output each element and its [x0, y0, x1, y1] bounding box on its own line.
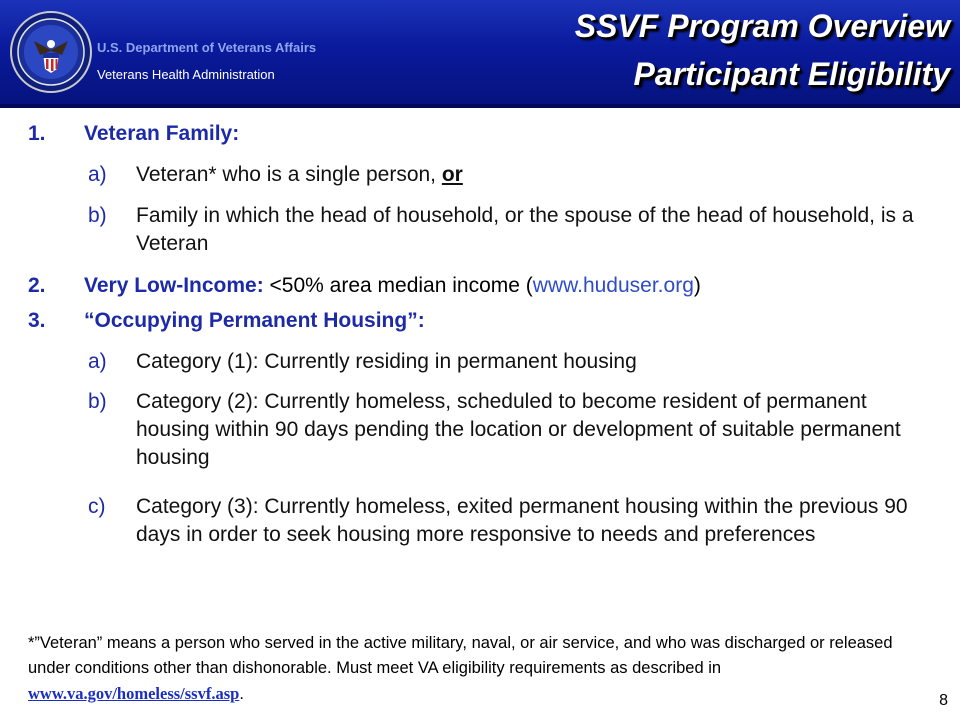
- item-label: Very Low-Income:: [84, 274, 270, 297]
- footnote: [28, 631, 928, 707]
- slide-title: SSVF Program Overview: [574, 8, 950, 44]
- item-heading: [84, 274, 701, 298]
- item-number: 2.: [28, 274, 46, 297]
- subitem-text: Family in which the head of household, or the spouse of the head of household, is a Veteran: [136, 204, 914, 255]
- footnote-text: *”Veteran” means a person who served in the active military, naval, or air service, and who was discharged or released under conditions other than dishonorable. Must meet VA eligibility requirements as described in: [28, 634, 893, 677]
- administration-name: Veterans Health Administration: [97, 67, 275, 82]
- page-number: 8: [939, 692, 948, 709]
- huduser-link[interactable]: www.huduser.org: [532, 274, 694, 297]
- subitem-letter: b): [88, 204, 107, 227]
- subitem-letter: b): [88, 390, 107, 413]
- subitem-body: Veteran* who is a single person,: [136, 163, 442, 186]
- subitem-text: Category (3): Currently homeless, exited permanent housing within the previous 90 days in order to seek housing more responsive to needs and preferences: [136, 495, 908, 546]
- slide-subtitle: Participant Eligibility: [633, 56, 950, 92]
- va-seal-icon: [10, 11, 92, 93]
- subitem-letter: a): [88, 350, 107, 373]
- ssvf-link[interactable]: www.va.gov/homeless/ssvf.asp: [28, 684, 240, 703]
- header-banner: [0, 0, 960, 104]
- item-number: 1.: [28, 122, 46, 145]
- subitem-text: Category (2): Currently homeless, scheduled to become resident of permanent housing within 90 days pending the location or development of suitable permanent housing: [136, 390, 901, 469]
- header-divider: [0, 104, 960, 108]
- item-number: 3.: [28, 309, 46, 332]
- item-text: <50% area median income (: [269, 274, 533, 297]
- department-name: U.S. Department of Veterans Affairs: [97, 40, 317, 55]
- emphasis-or: or: [441, 163, 463, 186]
- subitem-text: Category (1): Currently residing in permanent housing: [136, 350, 637, 373]
- subitem-letter: a): [88, 163, 107, 186]
- item-heading: Veteran Family:: [84, 122, 240, 145]
- footnote-end: .: [239, 685, 244, 703]
- subitem-letter: c): [88, 495, 106, 518]
- item-heading: “Occupying Permanent Housing”:: [84, 309, 425, 332]
- item-text-end: ): [693, 274, 701, 297]
- subitem-text: [136, 161, 941, 189]
